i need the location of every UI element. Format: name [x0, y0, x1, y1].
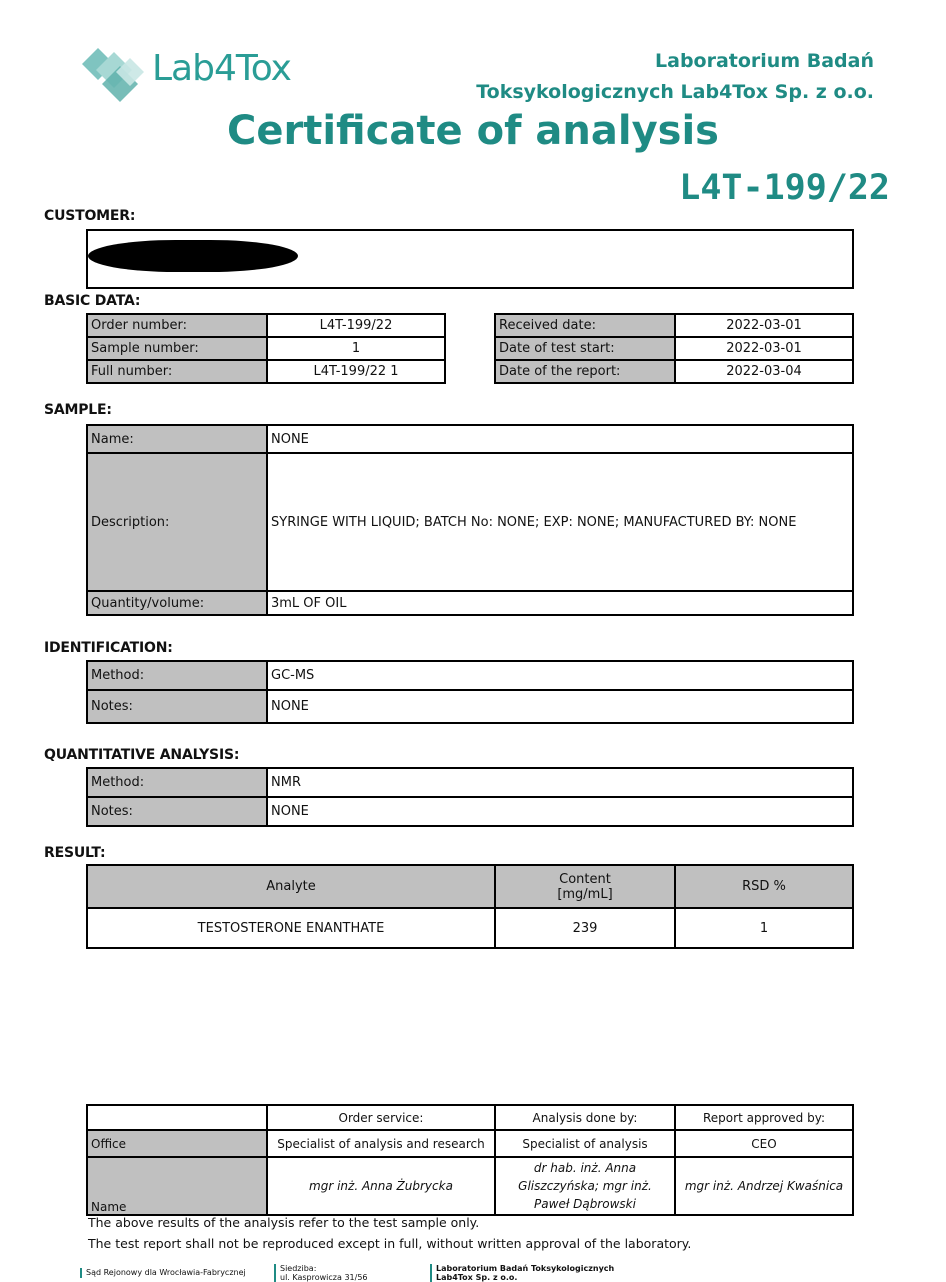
- footer-company: Laboratorium Badań Toksykologicznych Lab4Tox Sp. z o.o.: [430, 1264, 614, 1282]
- quantitative-table: [86, 767, 854, 827]
- quantitative-notes-label: Notes:: [87, 797, 267, 826]
- full-number-label: Full number:: [87, 360, 267, 383]
- name-label: Name: [87, 1157, 267, 1215]
- result-row: [87, 908, 853, 948]
- footnote-line2: The test report shall not be reproduced except in full, without written approval of the laboratory.: [88, 1236, 692, 1251]
- identification-heading: IDENTIFICATION:: [44, 640, 173, 656]
- approved-by-header: Report approved by:: [675, 1105, 853, 1130]
- content-value: 239: [495, 908, 675, 948]
- report-date-value: 2022-03-04: [675, 360, 853, 383]
- sample-number-label: Sample number:: [87, 337, 267, 360]
- content-column-header: Content [mg/mL]: [495, 865, 675, 908]
- footer-court: Sąd Rejonowy dla Wrocławia-Fabrycznej: [80, 1268, 246, 1278]
- analyte-value: TESTOSTERONE ENANTHATE: [87, 908, 495, 948]
- name-analysis: dr hab. inż. Anna Gliszczyńska; mgr inż. Paweł Dąbrowski: [495, 1157, 675, 1215]
- footer-address: Siedziba: ul. Kasprowicza 31/56: [274, 1264, 368, 1282]
- test-start-value: 2022-03-01: [675, 337, 853, 360]
- received-date-label: Received date:: [495, 314, 675, 337]
- sample-name-value: NONE: [267, 425, 853, 453]
- lab-name: Laboratorium Badań Toksykologicznych Lab4Tox Sp. z o.o.: [476, 50, 874, 103]
- signoff-blank-cell: [87, 1105, 267, 1130]
- name-order-service: mgr inż. Anna Żubrycka: [267, 1157, 495, 1215]
- quantitative-notes-value: NONE: [267, 797, 853, 826]
- footnote-line1: The above results of the analysis refer to the test sample only.: [88, 1215, 480, 1230]
- quantitative-heading: QUANTITATIVE ANALYSIS:: [44, 747, 240, 763]
- basic-data-heading: BASIC DATA:: [44, 293, 141, 309]
- rsd-column-header: RSD %: [675, 865, 853, 908]
- sample-quantity-value: 3mL OF OIL: [267, 591, 853, 615]
- quantitative-method-label: Method:: [87, 768, 267, 797]
- sample-heading: SAMPLE:: [44, 402, 112, 418]
- test-start-label: Date of test start:: [495, 337, 675, 360]
- certificate-number: L4T-199/22: [679, 168, 890, 208]
- full-number-value: L4T-199/22 1: [267, 360, 445, 383]
- office-analysis: Specialist of analysis: [495, 1130, 675, 1157]
- identification-table: [86, 660, 854, 724]
- analyte-column-header: Analyte: [87, 865, 495, 908]
- redacted-customer: [88, 240, 298, 272]
- logo-text: Lab4Tox: [152, 48, 291, 89]
- signoff-table: [86, 1104, 854, 1216]
- quantitative-method-value: NMR: [267, 768, 853, 797]
- identification-method-label: Method:: [87, 661, 267, 690]
- sample-description-label: Description:: [87, 453, 267, 591]
- customer-heading: CUSTOMER:: [44, 208, 136, 224]
- result-header-row: [87, 865, 853, 908]
- result-heading: RESULT:: [44, 845, 106, 861]
- order-number-value: L4T-199/22: [267, 314, 445, 337]
- analysis-done-header: Analysis done by:: [495, 1105, 675, 1130]
- sample-quantity-label: Quantity/volume:: [87, 591, 267, 615]
- sample-name-label: Name:: [87, 425, 267, 453]
- sample-table: [86, 424, 854, 616]
- office-approval: CEO: [675, 1130, 853, 1157]
- sample-number-value: 1: [267, 337, 445, 360]
- rsd-value: 1: [675, 908, 853, 948]
- identification-notes-value: NONE: [267, 690, 853, 723]
- logo-mark-icon: [80, 44, 160, 104]
- received-date-value: 2022-03-01: [675, 314, 853, 337]
- name-approval: mgr inż. Andrzej Kwaśnica: [675, 1157, 853, 1215]
- basic-data-right-table: [494, 313, 854, 384]
- order-service-header: Order service:: [267, 1105, 495, 1130]
- sample-description-value: SYRINGE WITH LIQUID; BATCH No: NONE; EXP: NONE; MANUFACTURED BY: NONE: [267, 453, 853, 591]
- identification-method-value: GC-MS: [267, 661, 853, 690]
- order-number-label: Order number:: [87, 314, 267, 337]
- result-table: [86, 864, 854, 949]
- page-title: Certificate of analysis: [227, 108, 719, 154]
- identification-notes-label: Notes:: [87, 690, 267, 723]
- office-label: Office: [87, 1130, 267, 1157]
- report-date-label: Date of the report:: [495, 360, 675, 383]
- office-order-service: Specialist of analysis and research: [267, 1130, 495, 1157]
- basic-data-left-table: [86, 313, 446, 384]
